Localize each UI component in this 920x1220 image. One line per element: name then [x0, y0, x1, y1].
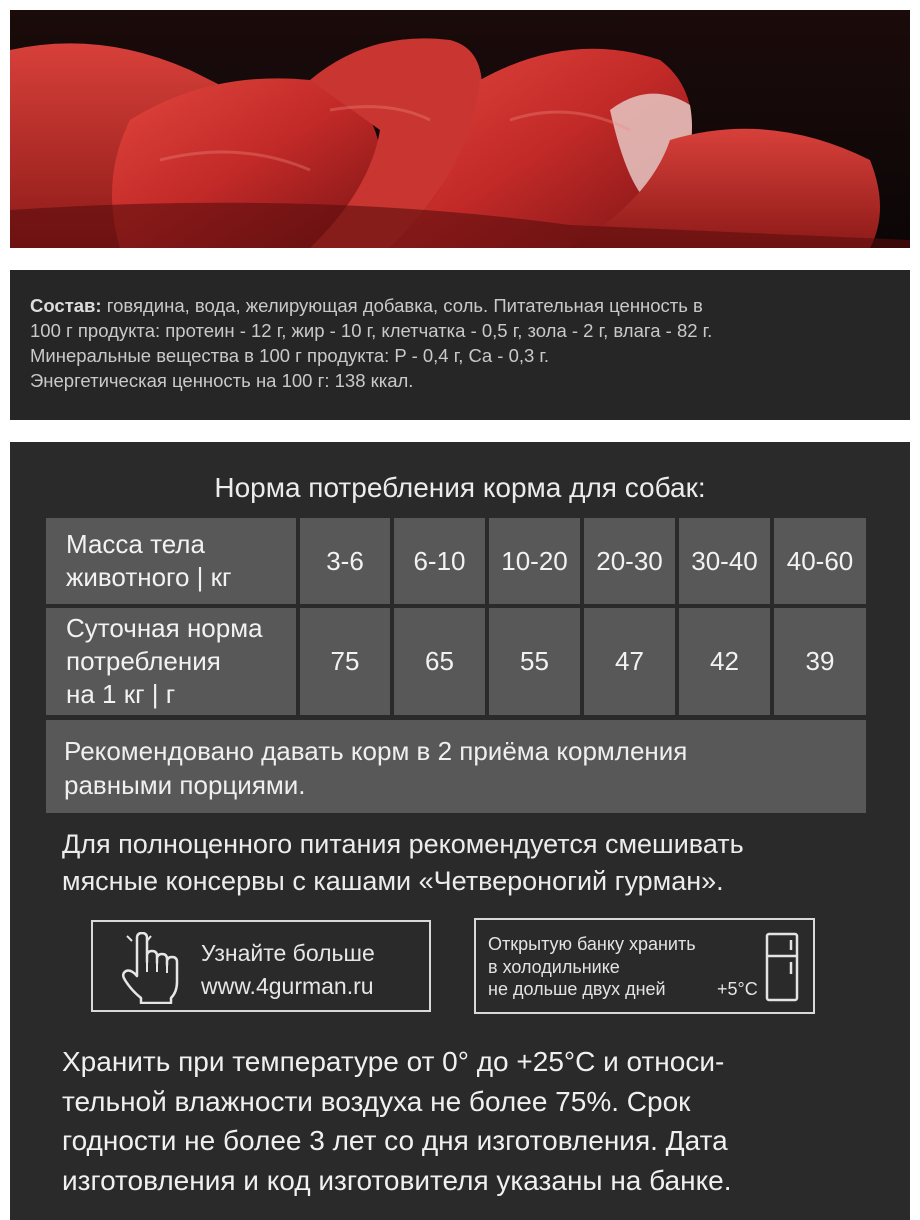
composition-line-2: 100 г продукта: протеин - 12 г, жир - 10 г, клетчатка - 0,5 г, зола - 2 г, влага - 82 г.: [30, 320, 713, 341]
advice-line-1: Для полноценного питания рекомендуется смешивать: [62, 829, 744, 859]
norm-cell: 55: [489, 608, 580, 715]
norm-title: Норма потребления корма для собак:: [214, 472, 706, 503]
row-weight-header-line-2: животного | кг: [66, 562, 232, 592]
storage-line-4: изготовления и код изготовителя указаны на банке.: [62, 1164, 732, 1196]
website-link[interactable]: www.4gurman.ru: [201, 973, 374, 999]
composition-line-1: [30, 293, 890, 318]
recommendation-line-2: равными порциями.: [64, 770, 306, 800]
fridge-icon: [765, 932, 799, 1002]
fridge-note-line-2: в холодильнике: [488, 957, 620, 977]
learn-more-box[interactable]: [91, 920, 431, 1012]
learn-more-title: Узнайте больше: [201, 940, 375, 966]
composition-label: Состав:: [30, 295, 102, 316]
mixing-advice: [62, 826, 882, 900]
weight-cell: 10-20: [489, 518, 580, 604]
norm-cell: 42: [679, 608, 770, 715]
composition-block: [10, 270, 910, 420]
storage-line-2: тельной влажности воздуха не более 75%. Срок: [62, 1085, 691, 1117]
hand-pointer-icon: [117, 932, 181, 1004]
recommendation-note: [46, 720, 866, 813]
row-norm-header: [46, 608, 296, 715]
weight-cell: 6-10: [394, 518, 485, 604]
composition-text-1: говядина, вода, желирующая добавка, соль. Питательная ценность в: [106, 295, 703, 316]
storage-line-1: Хранить при температуре от 0° до +25°C и относи-: [62, 1046, 725, 1077]
composition-line-3: Минеральные вещества в 100 г продукта: P - 0,4 г, Ca - 0,3 г.: [30, 345, 550, 366]
weight-cell: 30-40: [679, 518, 770, 604]
norm-cell: 65: [394, 608, 485, 715]
meat-photo: [10, 10, 910, 248]
weight-cell: 40-60: [774, 518, 866, 604]
norm-cell: 39: [774, 608, 866, 715]
row-weight-header: [46, 518, 296, 604]
norm-cell: 75: [300, 608, 390, 715]
feeding-panel: [10, 442, 910, 1220]
row-norm-header-line-2: потребления: [66, 646, 221, 676]
norm-cell: 47: [584, 608, 675, 715]
row-weight-header-line-1: Масса тела: [66, 529, 205, 559]
fridge-temperature: +5°C: [717, 979, 758, 999]
row-norm-header-line-3: на 1 кг | г: [66, 679, 176, 709]
storage-conditions: [62, 1042, 892, 1200]
recommendation-line-1: Рекомендовано давать корм в 2 приёма кормления: [64, 736, 688, 766]
advice-line-2: мясные консервы с кашами «Четвероногий гурман».: [62, 866, 724, 896]
weight-cell: 3-6: [300, 518, 390, 604]
fridge-note-box: [474, 918, 815, 1014]
weight-cell: 20-30: [584, 518, 675, 604]
row-norm-header-line-1: Суточная норма: [66, 613, 263, 643]
storage-line-3: годности не более 3 лет со дня изготовления. Дата: [62, 1125, 728, 1156]
fridge-note-line-3: не дольше двух дней: [488, 979, 666, 999]
composition-line-4: Энергетическая ценность на 100 г: 138 ккал.: [30, 370, 414, 391]
fridge-note-line-1: Открытую банку хранить: [488, 934, 696, 954]
